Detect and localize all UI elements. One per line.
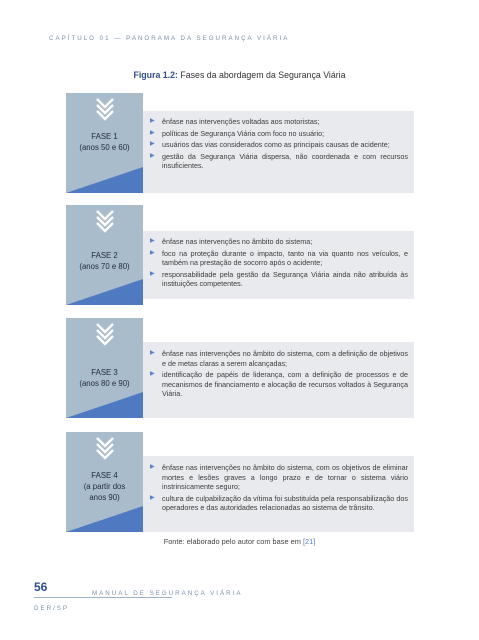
list-item bbox=[150, 349, 408, 368]
item-text: ênfase nas intervenções no âmbito do sistema, com os objetivos de eliminar mortes e lesões graves a longo prazo e de tornar o sistema viário instrinsicamente seguro; bbox=[162, 463, 408, 492]
bullet-icon: ▶ bbox=[150, 238, 155, 244]
phase-3-label-box bbox=[66, 318, 143, 418]
phase-1-accent-triangle bbox=[66, 167, 143, 193]
list-item bbox=[150, 237, 408, 247]
double-chevron-down-icon bbox=[95, 97, 115, 121]
source-text: Fonte: elaborado pelo autor com base em bbox=[163, 537, 301, 546]
item-text: cultura de culpabilização da vítima foi substituída pela responsabilização dos operadores e das autoridades relacionadas ao sistema de trânsito. bbox=[162, 493, 408, 513]
item-text: identificação de papéis de liderança, com a definição de processos e de mecanismos de financiamento e alocação de recursos voltados à Segurança Viária. bbox=[162, 370, 408, 399]
item-text: foco na proteção durante o impacto, tanto na via quanto nos veículos, e também na prestação de socorro após o acidente; bbox=[162, 248, 408, 268]
phase-3-accent-triangle bbox=[66, 392, 143, 418]
phase-3-items bbox=[150, 349, 408, 401]
phase-4 bbox=[66, 432, 414, 532]
list-item bbox=[150, 370, 408, 399]
bullet-icon: ▶ bbox=[150, 494, 155, 501]
phase-1-items bbox=[150, 117, 408, 173]
phase-2-period: (anos 70 e 80) bbox=[79, 262, 130, 271]
list-item bbox=[150, 249, 408, 268]
figure-caption bbox=[0, 70, 479, 80]
phase-2 bbox=[66, 205, 414, 305]
phase-1-label-box bbox=[66, 93, 143, 193]
figure-number: Figura 1.2: bbox=[133, 70, 178, 80]
item-text: responsabilidade pela gestão da Segurança Viária ainda não atribuída às instituições competentes. bbox=[162, 269, 408, 289]
double-chevron-down-icon bbox=[95, 322, 115, 346]
phase-3-name: FASE 3 bbox=[91, 368, 118, 377]
organization-name: DER/SP bbox=[34, 605, 70, 612]
bullet-icon: ▶ bbox=[150, 270, 155, 277]
bullet-icon: ▶ bbox=[150, 118, 155, 124]
phase-3 bbox=[66, 318, 414, 418]
page-number: 56 bbox=[34, 580, 48, 594]
item-text: ênfase nas intervenções no âmbito do sistema, com a definição de objetivos e de metas claras a serem alcançadas; bbox=[162, 349, 408, 368]
footer-divider bbox=[34, 597, 172, 598]
phase-4-name: FASE 4 bbox=[91, 471, 118, 480]
phase-2-name: FASE 2 bbox=[91, 251, 118, 260]
phase-1 bbox=[66, 93, 414, 193]
item-text: ênfase nas intervenções no âmbito do sistema; bbox=[162, 237, 313, 246]
phase-4-period: (a partir dos anos 90) bbox=[83, 482, 126, 502]
figure-source bbox=[0, 537, 479, 546]
source-reference: [21] bbox=[302, 537, 316, 546]
figure-title: Fases da abordagem da Segurança Viária bbox=[180, 70, 346, 80]
item-text: gestão da Segurança Viária dispersa, não coordenada e com recursos insuficientes. bbox=[162, 151, 408, 171]
bullet-icon: ▶ bbox=[150, 129, 155, 136]
bullet-icon: ▶ bbox=[150, 141, 155, 148]
list-item bbox=[150, 152, 408, 171]
bullet-icon: ▶ bbox=[150, 152, 155, 159]
item-text: ênfase nas intervenções voltadas aos motoristas; bbox=[162, 117, 320, 126]
phase-4-items bbox=[150, 463, 408, 515]
item-text: usuários das vias considerados como as principais causas de acidente; bbox=[162, 140, 390, 150]
phase-2-accent-triangle bbox=[66, 279, 143, 305]
phase-2-items bbox=[150, 237, 408, 291]
phase-3-period: (anos 80 e 90) bbox=[79, 379, 130, 388]
chapter-header: CAPÍTULO 01 — PANORAMA DA SEGURANÇA VIÁRIA bbox=[49, 35, 290, 42]
list-item bbox=[150, 270, 408, 289]
list-item bbox=[150, 140, 408, 150]
phase-1-name: FASE 1 bbox=[91, 132, 118, 141]
double-chevron-down-icon bbox=[95, 209, 115, 233]
bullet-icon: ▶ bbox=[150, 249, 155, 256]
phase-4-accent-triangle bbox=[66, 506, 143, 532]
list-item bbox=[150, 129, 408, 139]
phase-2-label-box bbox=[66, 205, 143, 305]
list-item bbox=[150, 494, 408, 513]
list-item bbox=[150, 463, 408, 492]
bullet-icon: ▶ bbox=[150, 464, 155, 470]
phase-1-period: (anos 50 e 60) bbox=[79, 143, 130, 152]
double-chevron-down-icon bbox=[95, 436, 115, 460]
manual-title: MANUAL DE SEGURANÇA VIÁRIA bbox=[92, 590, 248, 597]
list-item bbox=[150, 117, 408, 127]
item-text: políticas de Segurança Viária com foco no usuário; bbox=[162, 128, 325, 138]
phase-4-label-box bbox=[66, 432, 143, 532]
bullet-icon: ▶ bbox=[150, 371, 155, 378]
bullet-icon: ▶ bbox=[150, 350, 155, 356]
